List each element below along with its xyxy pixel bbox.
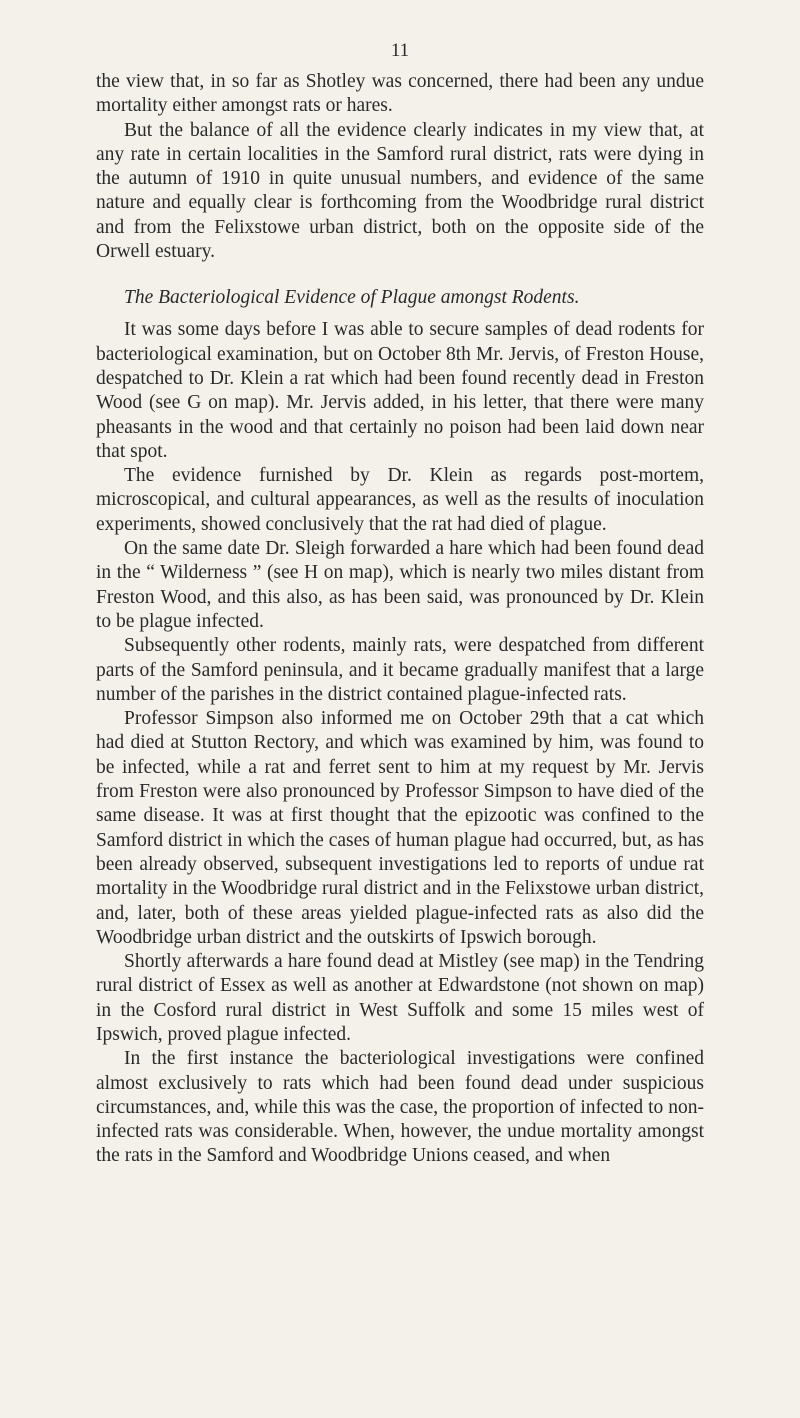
paragraph: It was some days before I was able to secure samples of dead rodents for bacteriological examination, but on October 8th Mr. Jervis, of Freston House, despatched to Dr. Klein a rat which had been found recently dead in Freston Wood (see G on map). Mr. Jervis added, in his letter, that there were many pheasants in the wood and that certainly no poison had been laid down near that spot.: [96, 319, 704, 462]
paragraph: In the first instance the bacteriological investigations were confined almost exclusively to rats which had been found dead under suspicious circumstances, and, while this was the case, the proportion of infected to non-infected rats was considerable. When, however, the undue mortality amongst the rats in the Samford and Woodbridge Unions ceased, and when: [96, 1048, 704, 1167]
section-heading: The Bacteriological Evidence of Plague amongst Rodents.: [124, 287, 580, 309]
paragraph: Professor Simpson also informed me on October 29th that a cat which had died at Stutton Rectory, and which was examined by him, was found to be infected, while a rat and ferret sent to him at my request by Mr. Jervis from Freston were also pronounced by Professor Simpson to have died of the same disease. It was at first thought that the epizootic was confined to the Samford district in which the cases of human plague had occurred, but, as has been already observed, subsequent investigations led to reports of undue rat mortality in the Woodbridge rural district and in the Felixstowe urban district, and, later, both of these areas yielded plague-infected rats as also did the Woodbridge urban district and the outskirts of Ipswich borough.: [96, 708, 704, 948]
paragraph: Subsequently other rodents, mainly rats, were despatched from different parts of the Samford peninsula, and it became gradually manifest that a large number of the parishes in the district contained plague-infected rats.: [96, 635, 704, 705]
page-number: 11: [390, 40, 410, 61]
paragraph: the view that, in so far as Shotley was concerned, there had been any undue mortality either amongst rats or hares.: [96, 71, 704, 117]
paragraph: On the same date Dr. Sleigh forwarded a hare which had been found dead in the “ Wilderness ” (see H on map), which is nearly two miles distant from Freston Wood, and this also, as has been said, was pronounced by Dr. Klein to be plague infected.: [96, 538, 704, 632]
paragraph: The evidence furnished by Dr. Klein as regards post-mortem, microscopical, and cultural appearances, as well as the results of inoculation experiments, showed conclusively that the rat had died of plague.: [96, 465, 704, 535]
paragraph: But the balance of all the evidence clearly indicates in my view that, at any rate in certain localities in the Samford rural district, rats were dying in the autumn of 1910 in quite unusual numbers, and evidence of the same nature and equally clear is forthcoming from the Woodbridge rural district and from the Felixstowe urban district, both on the opposite side of the Orwell estuary.: [96, 119, 704, 263]
paragraph: Shortly afterwards a hare found dead at Mistley (see map) in the Tendring rural district of Essex as well as another at Edwardstone (not shown on map) in the Cosford rural district in West Suffolk and some 15 miles west of Ipswich, proved plague infected.: [96, 951, 704, 1045]
